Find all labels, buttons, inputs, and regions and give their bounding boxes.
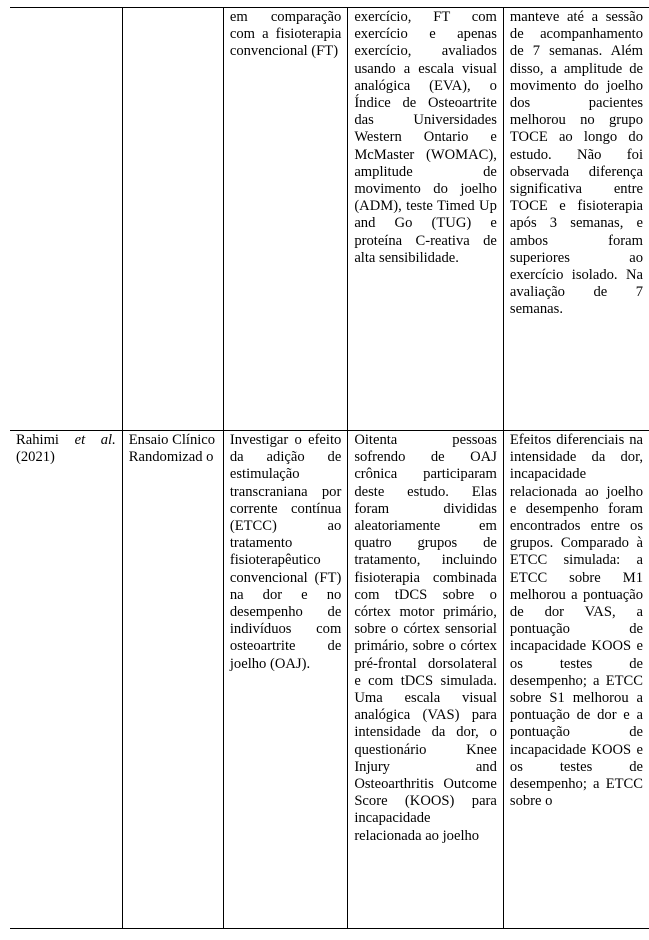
objective-text: Investigar o efeito da adição de estimulação transcraniana por corrente contínua (ETCC) ao tratamento fisioterapêutico convencional (FT) na dor e no desempenho de indivíduos com osteoartrite de joelho (OAJ). [229,432,342,672]
author-et-al: et al. [74,432,116,448]
results-text: Efeitos diferenciais na intensidade da dor, incapacidade relacionada ao joelho e desempenho foram encontrados entre os grupos. Comparado à ETCC simulada: a ETCC sobre M1 melhorou a pontuação de dor VAS, a pontuação de incapacidade KOOS e os testes de desempenho; a ETCC sobre S1 melhorou a pontuação de dor e a pontuação de incapacidade KOOS e os testes de desempenho; a ETCC sobre o [509,432,643,810]
study-type-cell [122,431,223,929]
results-cell [503,8,649,431]
objective-text: em comparação com a fisioterapia convencional (FT) [229,9,342,60]
studies-table [10,7,649,929]
methodology-text: Oitenta pessoas sofrendo de OAJ crônica participaram deste estudo. Elas foram divididas aleatoriamente em quatro grupos de tratamento, incluindo fisioterapia combinada com tDCS sobre o córtex motor primário, sobre o córtex sensorial primário, sobre o córtex pré-frontal dorsolateral e com tDCS simulada. Uma escala visual analógica (VAS) para intensidade da dor, o questionário Knee Injury and Osteoarthritis Outcome Score (KOOS) para incapacidade relacionada ao joelho [354,432,497,844]
author-year: (2021) [16,449,55,466]
table-row [10,431,649,929]
study-type-cell [122,8,223,431]
study-type: Ensaio Clínico Randomizad o [128,432,216,466]
objective-cell [223,431,347,929]
author-cell [10,8,122,431]
methodology-text: exercício, FT com exercício e apenas exercício, avaliados usando a escala visual analógica (EVA), o Índice de Osteoartrite das Universidades Western Ontario e McMaster (WOMAC), amplitude de movimento do joelho (ADM), teste Timed Up and Go (TUG) e proteína C-reativa de alta sensibilidade. [354,9,497,266]
results-text: manteve até a sessão de acompanhamento de 7 semanas. Além disso, a amplitude de movimento do joelho dos pacientes melhorou no grupo TOCE ao longo do estudo. Não foi observada diferença significativa entre TOCE e fisioterapia após 3 semanas, e ambos foram superiores ao exercício isolado. Na avaliação de 7 semanas. [509,9,643,318]
results-cell [503,431,649,929]
author-cell [10,431,122,929]
methodology-cell [348,8,504,431]
author-name: Rahimi [16,432,59,448]
table-row [10,8,649,431]
objective-cell [223,8,347,431]
methodology-cell [348,431,504,929]
